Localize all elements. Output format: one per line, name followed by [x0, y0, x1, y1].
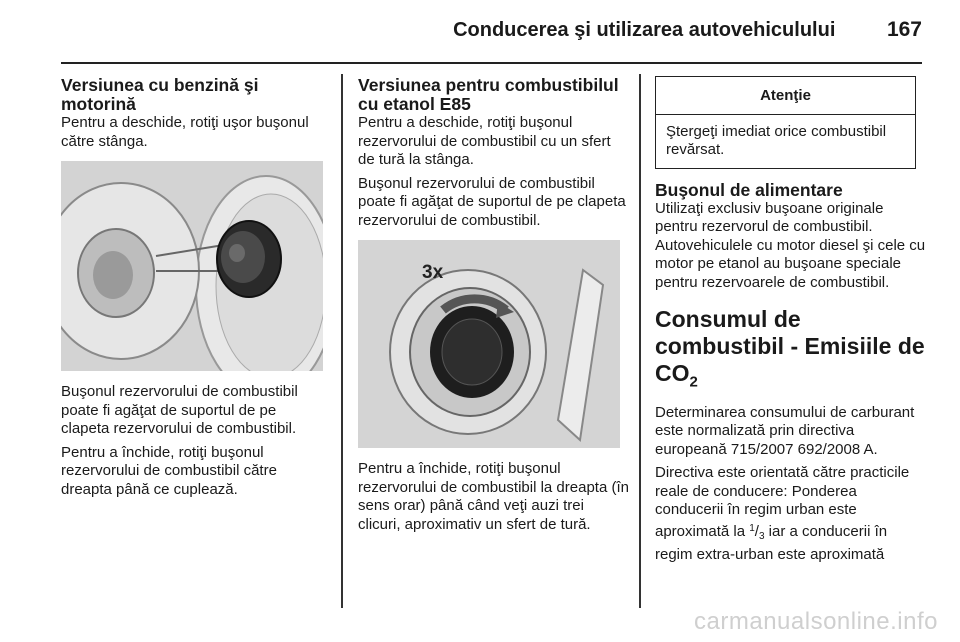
paragraph-open-cap: Pentru a deschide, rotiţi uşor buşonul către stânga. [61, 114, 309, 150]
column-2 [358, 76, 630, 539]
e85-cap-photo [358, 240, 620, 448]
warning-title: Atenţie [656, 77, 915, 115]
column-divider-2 [639, 74, 641, 608]
paragraph-close-cap: Pentru a închide, rotiţi buşonul rezervorului de combustibil către dreapta până ce cuplează. [61, 443, 277, 498]
paragraph-fuel-cap: Utilizaţi exclusiv buşoane originale pentru rezervorul de combustibil. Autovehiculele cu motor diesel şi cele cu motor pe etanol au buşoane speciale pentru rezervoarele de combustibil. [655, 199, 926, 291]
watermark: carmanualsonline.info [694, 608, 938, 635]
paragraph-cap-holder: Buşonul rezervorului de combustibil poate fi agăţat de suportul de pe clapeta rezervorului de combustibil. [61, 383, 298, 437]
section-heading-petrol-diesel: Versiunea cu benzină şi motorină [61, 75, 259, 114]
page-header [0, 14, 922, 46]
paragraph-open-e85: Pentru a deschide, rotiţi buşonul rezervorului de combustibil cu un sfert de tură la stânga. [358, 114, 611, 168]
page-number: 167 [886, 18, 922, 41]
fraction-slash: / [754, 522, 759, 540]
section-heading-fuel-cap: Buşonul de alimentare [655, 179, 843, 200]
paragraph-cap-holder-e85: Buşonul rezervorului de combustibil poate fi agăţat de suportul de pe clapeta rezervorului de combustibil. [358, 174, 626, 229]
column-3 [655, 76, 927, 570]
fraction-denominator: 3 [758, 530, 765, 542]
paragraph-driving-practices: Directiva este orientată către practicile reale de conducere: Ponderea conducerii în regim urban este aproximată la $^1/_3$ iar a conducerii în regim extra-urban este aproximată [655, 464, 910, 564]
section-heading-consumption: Consumul de combustibil - Emisiile de $CO_2$ [655, 306, 925, 391]
column-1 [61, 76, 327, 504]
header-title: Conducerea şi utilizarea autovehiculului [453, 19, 836, 41]
fraction-numerator: 1 [749, 522, 755, 534]
co2-subscript: 2 [689, 373, 698, 391]
header-rule [61, 62, 922, 64]
fuel-cap-photo [61, 161, 323, 371]
warning-text: Ştergeţi imediat orice combustibil revărsat. [666, 122, 887, 158]
section-heading-e85: Versiunea pentru combustibilul cu etanol E85 [358, 75, 619, 114]
rotation-count-label: 3x [422, 262, 444, 283]
fuel-cap-illustration [61, 161, 323, 371]
paragraph-consumption-directive: Determinarea consumului de carburant este normalizată prin directiva europeană 715/2007 692/2008 A. [655, 403, 915, 458]
column-divider-1 [341, 74, 343, 608]
paragraph-close-e85: Pentru a închide, rotiţi buşonul rezervorului de combustibil la dreapta (în sens orar) până când veţi auzi trei clicuri, aproximativ un sfert de tură. [358, 460, 629, 533]
e85-cap-illustration [358, 240, 620, 448]
warning-box [655, 76, 916, 169]
